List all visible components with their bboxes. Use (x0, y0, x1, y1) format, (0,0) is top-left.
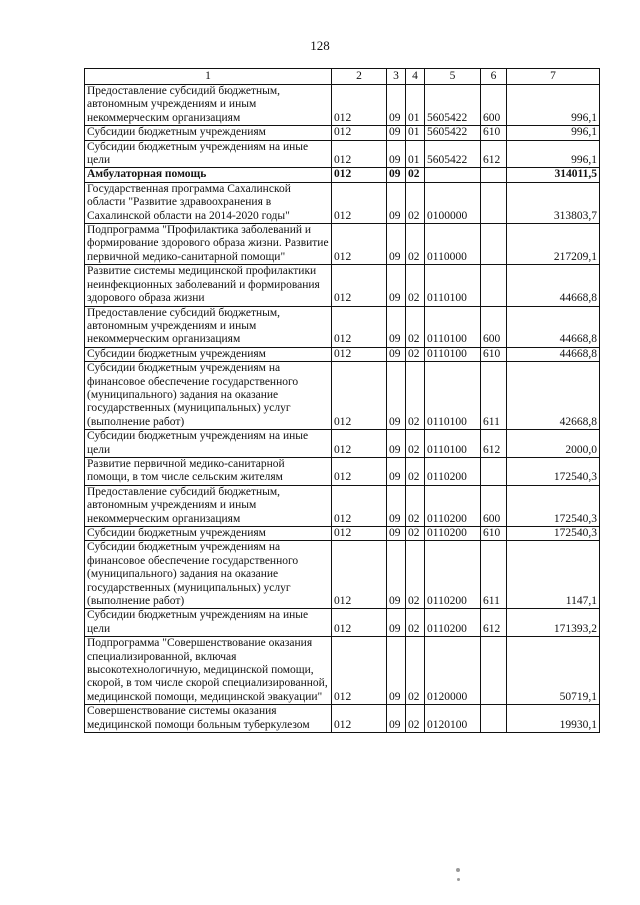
row-expense-type-cell: 610 (481, 126, 507, 140)
row-name-cell: Субсидии бюджетным учреждениям на финансовое обеспечение государственного (муниципального) задания на оказание государственных (муниципальных) услуг (выполнение работ) (85, 362, 332, 430)
row-amount-cell: 217209,1 (507, 224, 600, 265)
row-subsection-cell: 02 (406, 705, 425, 733)
scan-speck (457, 878, 460, 881)
row-ministry-code-cell: 012 (332, 306, 387, 347)
row-section-cell: 09 (387, 224, 406, 265)
row-subsection-cell: 02 (406, 306, 425, 347)
budget-table (84, 68, 600, 733)
row-target-article-cell: 0100000 (425, 182, 481, 223)
row-name-cell: Субсидии бюджетным учреждениям на иные цели (85, 609, 332, 637)
row-section-cell: 09 (387, 527, 406, 541)
row-expense-type-cell (481, 265, 507, 306)
row-subsection-cell: 02 (406, 182, 425, 223)
row-expense-type-cell: 611 (481, 362, 507, 430)
row-name-cell: Государственная программа Сахалинской области "Развитие здравоохранения в Сахалинской области на 2014-2020 годы" (85, 182, 332, 223)
row-name-cell: Амбулаторная помощь (85, 168, 332, 182)
row-target-article-cell: 0110100 (425, 265, 481, 306)
row-amount-cell: 314011,5 (507, 168, 600, 182)
row-section-cell: 09 (387, 168, 406, 182)
table-row (85, 140, 600, 168)
row-name-cell: Подпрограмма "Профилактика заболеваний и формирование здорового образа жизни. Развитие первичной медико-санитарной помощи" (85, 224, 332, 265)
row-amount-cell: 50719,1 (507, 637, 600, 705)
row-subsection-cell: 01 (406, 85, 425, 126)
row-expense-type-cell (481, 168, 507, 182)
scan-speck (456, 868, 460, 872)
row-ministry-code-cell: 012 (332, 541, 387, 609)
table-header-row (85, 69, 600, 85)
row-target-article-cell: 0120000 (425, 637, 481, 705)
row-ministry-code-cell: 012 (332, 126, 387, 140)
table-row (85, 541, 600, 609)
row-subsection-cell: 02 (406, 527, 425, 541)
row-name-cell: Предоставление субсидий бюджетным, автономным учреждениям и иным некоммерческим организациям (85, 485, 332, 526)
table-row (85, 430, 600, 458)
row-subsection-cell: 02 (406, 362, 425, 430)
row-amount-cell: 44668,8 (507, 306, 600, 347)
row-ministry-code-cell: 012 (332, 168, 387, 182)
row-name-cell: Субсидии бюджетным учреждениям на финансовое обеспечение государственного (муниципального) задания на оказание государственных (муниципальных) услуг (выполнение работ) (85, 541, 332, 609)
row-expense-type-cell: 612 (481, 609, 507, 637)
row-ministry-code-cell: 012 (332, 347, 387, 361)
row-subsection-cell: 02 (406, 609, 425, 637)
row-target-article-cell: 5605422 (425, 126, 481, 140)
column-header: 3 (387, 69, 406, 85)
row-expense-type-cell: 600 (481, 85, 507, 126)
page-number: 128 (310, 38, 330, 53)
table-row (85, 609, 600, 637)
row-subsection-cell: 02 (406, 224, 425, 265)
row-expense-type-cell: 612 (481, 140, 507, 168)
row-section-cell: 09 (387, 457, 406, 485)
row-name-cell: Субсидии бюджетным учреждениям на иные цели (85, 430, 332, 458)
row-name-cell: Субсидии бюджетным учреждениям (85, 347, 332, 361)
row-name-cell: Субсидии бюджетным учреждениям (85, 527, 332, 541)
row-target-article-cell: 0110200 (425, 541, 481, 609)
row-amount-cell: 19930,1 (507, 705, 600, 733)
table-row (85, 182, 600, 223)
row-target-article-cell: 0110200 (425, 527, 481, 541)
row-subsection-cell: 02 (406, 457, 425, 485)
row-subsection-cell: 01 (406, 140, 425, 168)
row-name-cell: Предоставление субсидий бюджетным, автономным учреждениям и иным некоммерческим организациям (85, 306, 332, 347)
row-section-cell: 09 (387, 182, 406, 223)
row-ministry-code-cell: 012 (332, 362, 387, 430)
row-amount-cell: 172540,3 (507, 527, 600, 541)
row-name-cell: Субсидии бюджетным учреждениям (85, 126, 332, 140)
row-amount-cell: 172540,3 (507, 485, 600, 526)
column-header: 4 (406, 69, 425, 85)
row-expense-type-cell: 600 (481, 306, 507, 347)
row-ministry-code-cell: 012 (332, 140, 387, 168)
row-section-cell: 09 (387, 637, 406, 705)
row-section-cell: 09 (387, 362, 406, 430)
row-ministry-code-cell: 012 (332, 705, 387, 733)
row-target-article-cell (425, 168, 481, 182)
row-section-cell: 09 (387, 541, 406, 609)
row-subsection-cell: 02 (406, 265, 425, 306)
row-ministry-code-cell: 012 (332, 265, 387, 306)
row-target-article-cell: 0110200 (425, 485, 481, 526)
row-amount-cell: 313803,7 (507, 182, 600, 223)
row-amount-cell: 44668,8 (507, 265, 600, 306)
row-subsection-cell: 02 (406, 347, 425, 361)
row-ministry-code-cell: 012 (332, 609, 387, 637)
table-row (85, 306, 600, 347)
row-ministry-code-cell: 012 (332, 224, 387, 265)
row-ministry-code-cell: 012 (332, 182, 387, 223)
row-section-cell: 09 (387, 140, 406, 168)
table-row (85, 457, 600, 485)
row-amount-cell: 172540,3 (507, 457, 600, 485)
row-expense-type-cell (481, 637, 507, 705)
row-expense-type-cell (481, 182, 507, 223)
table-row (85, 527, 600, 541)
table-row (85, 362, 600, 430)
row-amount-cell: 42668,8 (507, 362, 600, 430)
row-section-cell: 09 (387, 609, 406, 637)
row-expense-type-cell (481, 224, 507, 265)
column-header: 7 (507, 69, 600, 85)
row-section-cell: 09 (387, 85, 406, 126)
row-expense-type-cell: 612 (481, 430, 507, 458)
row-amount-cell: 996,1 (507, 140, 600, 168)
table-row (85, 705, 600, 733)
row-amount-cell: 2000,0 (507, 430, 600, 458)
row-name-cell: Субсидии бюджетным учреждениям на иные цели (85, 140, 332, 168)
row-section-cell: 09 (387, 485, 406, 526)
row-name-cell: Подпрограмма "Совершенствование оказания специализированной, включая высокотехнологичную, медицинской помощи, скорой, в том числе скорой специализированной, медицинской помощи, медицинской эвакуации" (85, 637, 332, 705)
row-target-article-cell: 0110000 (425, 224, 481, 265)
row-section-cell: 09 (387, 347, 406, 361)
row-name-cell: Развитие первичной медико-санитарной помощи, в том числе сельским жителям (85, 457, 332, 485)
row-subsection-cell: 01 (406, 126, 425, 140)
table-row (85, 85, 600, 126)
table-row (85, 347, 600, 361)
row-expense-type-cell: 610 (481, 527, 507, 541)
row-expense-type-cell: 611 (481, 541, 507, 609)
row-target-article-cell: 0110200 (425, 609, 481, 637)
row-ministry-code-cell: 012 (332, 430, 387, 458)
table-row (85, 637, 600, 705)
row-amount-cell: 171393,2 (507, 609, 600, 637)
row-ministry-code-cell: 012 (332, 457, 387, 485)
row-subsection-cell: 02 (406, 430, 425, 458)
row-target-article-cell: 0120100 (425, 705, 481, 733)
table-row (85, 224, 600, 265)
row-target-article-cell: 0110200 (425, 457, 481, 485)
row-subsection-cell: 02 (406, 541, 425, 609)
row-section-cell: 09 (387, 126, 406, 140)
row-amount-cell: 44668,8 (507, 347, 600, 361)
row-section-cell: 09 (387, 265, 406, 306)
row-expense-type-cell: 600 (481, 485, 507, 526)
table-row (85, 485, 600, 526)
row-amount-cell: 1147,1 (507, 541, 600, 609)
row-target-article-cell: 0110100 (425, 306, 481, 347)
row-target-article-cell: 0110100 (425, 430, 481, 458)
row-target-article-cell: 0110100 (425, 347, 481, 361)
table-row (85, 168, 600, 182)
row-expense-type-cell (481, 705, 507, 733)
row-name-cell: Предоставление субсидий бюджетным, автономным учреждениям и иным некоммерческим организациям (85, 85, 332, 126)
row-section-cell: 09 (387, 306, 406, 347)
row-ministry-code-cell: 012 (332, 485, 387, 526)
row-ministry-code-cell: 012 (332, 527, 387, 541)
row-ministry-code-cell: 012 (332, 85, 387, 126)
row-target-article-cell: 0110100 (425, 362, 481, 430)
row-target-article-cell: 5605422 (425, 85, 481, 126)
row-section-cell: 09 (387, 430, 406, 458)
column-header: 5 (425, 69, 481, 85)
row-subsection-cell: 02 (406, 168, 425, 182)
column-header: 6 (481, 69, 507, 85)
row-amount-cell: 996,1 (507, 126, 600, 140)
column-header: 2 (332, 69, 387, 85)
row-name-cell: Совершенствование системы оказания медицинской помощи больным туберкулезом (85, 705, 332, 733)
row-target-article-cell: 5605422 (425, 140, 481, 168)
row-name-cell: Развитие системы медицинской профилактики неинфекционных заболеваний и формирования здорового образа жизни (85, 265, 332, 306)
column-header: 1 (85, 69, 332, 85)
table-row (85, 265, 600, 306)
row-amount-cell: 996,1 (507, 85, 600, 126)
row-subsection-cell: 02 (406, 637, 425, 705)
row-section-cell: 09 (387, 705, 406, 733)
table-row (85, 126, 600, 140)
row-expense-type-cell: 610 (481, 347, 507, 361)
row-ministry-code-cell: 012 (332, 637, 387, 705)
row-subsection-cell: 02 (406, 485, 425, 526)
row-expense-type-cell (481, 457, 507, 485)
